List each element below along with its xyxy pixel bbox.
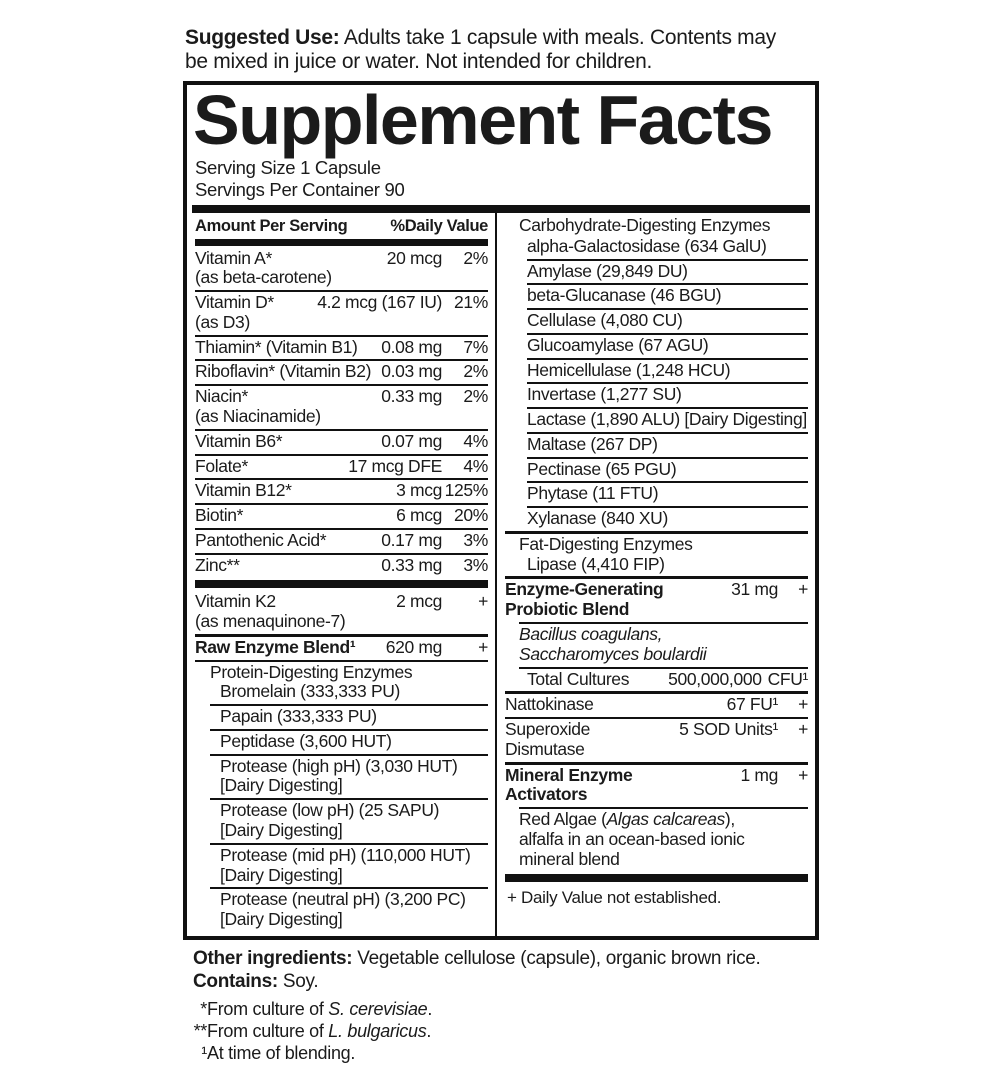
- dairy-digesting-tag: [Dairy Digesting]: [220, 819, 343, 840]
- mineral-activators-row: Mineral Enzyme 1 mg + Activators: [505, 762, 808, 808]
- group-heading: Protein-Digesting Enzymes: [210, 661, 413, 682]
- enzyme-item-block: Protease (neutral pH) (3,200 PC) [Dairy Digesting]: [210, 887, 488, 932]
- group-heading: Fat-Digesting Enzymes: [519, 533, 693, 554]
- suggested-use-label: Suggested Use:: [185, 26, 340, 49]
- suggested-use-line2: be mixed in juice or water. Not intended for children.: [185, 49, 653, 73]
- enzyme-item: Glucoamylase (67 AGU): [527, 333, 808, 358]
- total-cultures-row: Total Cultures 500,000,000 CFU¹: [519, 667, 808, 692]
- enzyme-item: alpha-Galactosidase (634 GalU): [527, 235, 767, 256]
- mineral-desc-line2: alfalfa in an ocean-based ionic: [519, 828, 745, 849]
- nutrient-row-vitamin-d: Vitamin D* 4.2 mcg (167 IU) 21% (as D3): [195, 292, 488, 337]
- enzyme-item-block: Protease (high pH) (3,030 HUT) [Dairy Digesting]: [210, 754, 488, 799]
- nutrient-row-vitamin-b6: Vitamin B6* 0.07 mg 4%: [195, 431, 488, 456]
- nutrient-subline: (as D3): [195, 311, 250, 332]
- contains-statement: Contains: Soy.: [193, 970, 319, 992]
- mineral-activators-desc: [519, 807, 808, 871]
- nutrient-row-folate: Folate* 17 mcg DFE 4%: [195, 456, 488, 481]
- nattokinase-row: Nattokinase 67 FU¹ +: [505, 691, 808, 717]
- nutrient-row-thiamin: Thiamin* (Vitamin B1) 0.08 mg 7%: [195, 337, 488, 362]
- right-column: [497, 213, 810, 936]
- enzyme-item: Amylase (29,849 DU): [527, 259, 808, 284]
- nutrient-row-vitamin-a: Vitamin A* 20 mcg 2% (as beta-carotene): [195, 248, 488, 293]
- daily-value-note: + Daily Value not established.: [507, 888, 722, 908]
- enzyme-item-block: Papain (333,333 PU): [210, 704, 488, 729]
- nutrient-row-niacin: Niacin* 0.33 mg 2% (as Niacinamide): [195, 386, 488, 431]
- divider-bar: [192, 205, 810, 213]
- enzyme-item: beta-Glucanase (46 BGU): [527, 283, 808, 308]
- suggested-use-line1: Suggested Use: Adults take 1 capsule with meals. Contents may: [185, 26, 776, 49]
- enzyme-group-block: [210, 662, 488, 705]
- dairy-digesting-tag: [Dairy Digesting]: [220, 775, 343, 796]
- dairy-digesting-tag: [Dairy Digesting]: [220, 909, 343, 930]
- suggested-use: [183, 26, 833, 73]
- nutrient-row-vitamin-b12: Vitamin B12* 3 mcg 125%: [195, 480, 488, 505]
- superoxide-dismutase-row: Superoxide 5 SOD Units¹ + Dismutase: [505, 717, 808, 762]
- enzyme-item: Hemicellulase (1,248 HCU): [527, 358, 808, 383]
- enzyme-item: Invertase (1,277 SU): [527, 382, 808, 407]
- carb-enzymes-group: [519, 216, 808, 531]
- enzyme-item-block: Protease (low pH) (25 SAPU) [Dairy Digesting]: [210, 798, 488, 843]
- enzyme-item: Bromelain (333,333 PU): [220, 681, 401, 702]
- footnote-3: ¹ At time of blending.: [201, 1043, 356, 1064]
- group-heading: Carbohydrate-Digesting Enzymes: [519, 214, 771, 235]
- raw-enzyme-blend-row: Raw Enzyme Blend¹ 620 mg +: [195, 637, 488, 662]
- amount-per-serving-header: Amount Per Serving: [195, 216, 348, 235]
- enzyme-item: Xylanase (840 XU): [527, 506, 808, 531]
- divider-bar: [195, 580, 488, 588]
- footnotes: [183, 999, 843, 1065]
- enzyme-item-block: Peptidase (3,600 HUT): [210, 729, 488, 754]
- label-footer: [183, 947, 843, 1065]
- supplement-facts-panel: [183, 81, 819, 939]
- nutrient-row-biotin: Biotin* 6 mcg 20%: [195, 505, 488, 530]
- dairy-digesting-tag: [Dairy Digesting]: [220, 864, 343, 885]
- servings-per-container: Servings Per Container 90: [195, 178, 405, 200]
- nutrient-row-riboflavin: Riboflavin* (Vitamin B2) 0.03 mg 2%: [195, 361, 488, 386]
- serving-size: Serving Size 1 Capsule: [195, 157, 381, 179]
- fat-enzymes-group: [505, 531, 808, 577]
- protein-enzymes-group: [210, 662, 488, 932]
- probiotic-blend-row: Enzyme-Generating 31 mg + Probiotic Blend: [505, 576, 808, 622]
- mineral-desc-line1: Red Algae (Algas calcareas),: [519, 809, 735, 830]
- daily-value-header: %Daily Value: [390, 216, 488, 235]
- enzyme-item: Pectinase (65 PGU): [527, 457, 808, 482]
- column-header: [195, 216, 488, 238]
- left-column: [192, 213, 497, 936]
- facts-columns: [192, 213, 810, 936]
- nutrient-row-pantothenic-acid: Pantothenic Acid* 0.17 mg 3%: [195, 530, 488, 555]
- nutrient-subline: (as menaquinone-7): [195, 611, 346, 632]
- probiotic-details: [519, 622, 808, 691]
- nutrient-subline: (as beta-carotene): [195, 267, 332, 288]
- other-ingredients: Other ingredients: Vegetable cellulose (capsule), organic brown rice.: [193, 947, 761, 969]
- enzyme-item: Cellulase (4,080 CU): [527, 308, 808, 333]
- enzyme-item: Phytase (11 FTU): [527, 481, 808, 506]
- probiotic-species: Bacillus coagulans, Saccharomyces boulardii: [519, 622, 808, 667]
- mineral-desc-line3: mineral blend: [519, 848, 620, 869]
- nutrient-row-vitamin-k2: Vitamin K2 2 mcg + (as menaquinone-7): [195, 591, 488, 637]
- footnote-2: ** From culture of L. bulgaricus.: [193, 1021, 432, 1042]
- enzyme-item-block: Protease (mid pH) (110,000 HUT) [Dairy Digesting]: [210, 843, 488, 888]
- footnote-1: * From culture of S. cerevisiae.: [200, 999, 433, 1020]
- enzyme-item: Lipase (4,410 FIP): [527, 553, 665, 574]
- nutrient-row-zinc: Zinc** 0.33 mg 3%: [195, 554, 488, 575]
- enzyme-item: Maltase (267 DP): [527, 432, 808, 457]
- nutrient-subline: (as Niacinamide): [195, 405, 321, 426]
- divider-bar: [505, 874, 808, 882]
- enzyme-item: Lactase (1,890 ALU) [Dairy Digesting]: [527, 407, 808, 432]
- divider-bar: [195, 239, 488, 246]
- panel-title: Supplement Facts: [193, 81, 772, 160]
